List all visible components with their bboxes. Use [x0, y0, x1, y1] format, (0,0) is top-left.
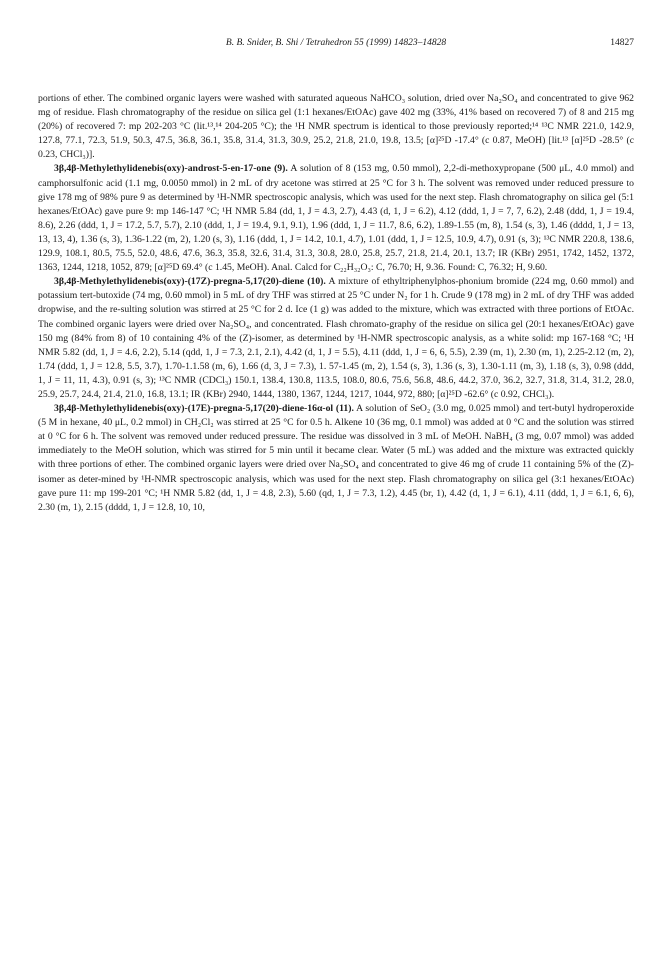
page-number: 14827	[610, 38, 634, 48]
paragraph-compound-10	[38, 275, 634, 402]
compound-heading: 3β,4β-Methylethylidenebis(oxy)-androst-5-en-17-one (9).	[54, 163, 288, 175]
paragraph-text: portions of ether. The combined organic layers were washed with saturated aqueous NaHCO₃ solution, dried over Na₂SO₄ and concentrated to give 962 mg of residue. Flash chromatography of the residue on silica gel (1:1 hexanes/EtOAc) gave 402 mg (33%, 41% based on recovered 7) of 8 and 215 mg (20%) of recovered 7: mp 202-203 °C (lit.¹³,¹⁴ 204-205 °C); the ¹H NMR spectrum is identical to those previously reported;¹⁴ ¹³C NMR 221.0, 142.9, 127.8, 77.1, 72.3, 51.9, 50.3, 47.5, 36.8, 36.1, 35.8, 31.4, 31.3, 30.9, 25.2, 21.8, 21.0, 19.8, 13.5; [α]²⁵D -17.4° (c 0.87, MeOH) [lit.¹³ [α]²⁵D -28.5° (c 0.23, CHCl₃)].	[38, 93, 634, 161]
running-head: B. B. Snider, B. Shi / Tetrahedron 55 (1999) 14823–14828	[225, 38, 447, 48]
compound-heading: 3β,4β-Methylethylidenebis(oxy)-(17E)-pregna-5,17(20)-diene-16α-ol (11).	[54, 403, 354, 415]
paragraph-compound-9	[38, 162, 634, 275]
paragraph-text: A mixture of ethyltriphenylphos-phonium bromide (224 mg, 0.60 mmol) and potassium tert-butoxide (74 mg, 0.60 mmol) in 5 mL of dry THF was stirred at 25 °C under N₂ for 1 h. Crude 9 (178 mg) in 2 mL of dry THF was added dropwise, and the re-sulting solution was stirred at 25 °C for 2 d. Ice (1 g) was added to the mixture, which was extracted with three portions of EtOAc. The combined organic layers were dried over Na₂SO₄, and concentrated. Flash chromato-graphy of the residue on silica gel (20:1 hexanes/EtOAc) gave 150 mg (84% from 8) of 10 containing 4% of the (Z)-isomer, as determined by ¹H-NMR spectroscopic analysis, as a white solid: mp 167-168 °C; ¹H NMR 5.82 (dd, 1, J = 4.6, 2.2), 5.14 (qdd, 1, J = 7.3, 2.1, 2.1), 4.42 (d, 1, J = 5.5), 4.11 (ddd, 1, J = 6, 6, 5.5), 2.39 (m, 1), 2.30 (m, 1), 2.25-2.12 (m, 2), 1.74 (ddd, 1, J = 12.8, 5.5, 3.7), 1.70-1.1.58 (m, 6), 1.66 (d, 3, J = 7.3), 1. 57-1.45 (m, 2), 1.54 (s, 3), 1.36 (s, 3), 1.30-1.11 (m, 3), 1.18 (s, 3), 0.98 (ddd, 1, J = 11, 11, 4.3), 0.91 (s, 3); ¹³C NMR (CDCl₃) 150.1, 138.4, 130.8, 113.5, 108.0, 80.6, 75.6, 56.8, 48.6, 44.2, 37.0, 36.2, 32.7, 31.8, 31.4, 31.2, 28.0, 25.9, 25.7, 24.4, 21.4, 21.0, 16.8, 13.1; IR (KBr) 2940, 1444, 1380, 1367, 1244, 1217, 1044, 972, 880; [α]²⁵D -62.6° (c 0.92, CHCl₃).	[38, 276, 634, 400]
paragraph-compound-11	[38, 402, 634, 515]
paragraph-text: A solution of SeO₂ (3.0 mg, 0.025 mmol) and tert-butyl hydroperoxide (5 M in hexane, 40 μL, 0.2 mmol) in CH₂Cl₂ was stirred at 25 °C for 0.5 h. Alkene 10 (36 mg, 0.1 mmol) was added at 0 °C and the solution was stirred at 0 °C for 6 h. The solvent was removed under reduced pressure. The residue was dissolved in 3 mL of MeOH. NaBH₄ (3 mg, 0.07 mmol) was added immediately to the MeOH solution, which was stirred for 5 min until it became clear. Water (5 mL) was added and the mixture was extracted quickly with three portions of ether. The combined organic layers were dried over Na₂SO₄ and concentrated to give 46 mg of crude 11 containing 5% of the (Z)-isomer as deter-mined by ¹H-NMR spectroscopic analysis, which was used for the next step. Flash chromatography on silica gel (3:1 hexanes/EtOAc) gave pure 11: mp 199-201 °C; ¹H NMR 5.82 (dd, 1, J = 4.8, 2.3), 5.60 (qd, 1, J = 7.3, 1.2), 4.45 (br, 1), 4.42 (d, 1, J = 6.1), 4.11 (ddd, 1, J = 6.1, 6, 6), 2.30 (m, 1), 2.15 (dddd, 1, J = 12.8, 10, 10,	[38, 403, 634, 513]
compound-heading: 3β,4β-Methylethylidenebis(oxy)-(17Z)-pregna-5,17(20)-diene (10).	[54, 276, 326, 288]
paragraph-continued	[38, 92, 634, 162]
paragraph-text: A solution of 8 (153 mg, 0.50 mmol), 2,2-di-methoxypropane (500 μL, 4.0 mmol) and camphorsulfonic acid (1.1 mg, 0.0050 mmol) in 2 mL of dry acetone was stirred at 25 °C for 3 h. The solvent was removed under reduced pressure to give 178 mg of 98% pure 9 as determined by ¹H-NMR spectroscopic analysis, which was used for the next step. Flash chromatography on silica gel (5:1 hexanes/EtOAc) gave pure 9: mp 146-147 °C; ¹H NMR 5.84 (dd, 1, J = 4.3, 2.7), 4.43 (d, 1, J = 6.2), 4.12 (ddd, 1, J = 7, 7, 6.2), 2.48 (ddd, 1, J = 19.4, 8.6), 2.26 (ddd, 1, J = 17.2, 5.7, 5.7), 2.10 (ddd, 1, J = 19.4, 9.1, 9.1), 1.96 (ddd, 1, J = 11.7, 8.6, 6.2), 1.89-1.55 (m, 8), 1.54 (s, 3), 1.46 (dddd, 1, J = 13, 13, 13, 4), 1.36 (s, 3), 1.36-1.22 (m, 2), 1.20 (s, 3), 1.16 (ddd, 1, J = 14.2, 10.1, 4.7), 1.01 (ddd, 1, J = 12.5, 10.9, 4.7), 0.91 (s, 3); ¹³C NMR 220.8, 138.6, 129.9, 108.1, 80.5, 75.5, 52.0, 48.6, 47.6, 36.3, 35.8, 32.6, 31.4, 31.3, 30.8, 28.0, 25.8, 25.7, 21.8, 21.4, 20.1, 13.7; IR (KBr) 2951, 1742, 1452, 1372, 1363, 1244, 1218, 1052, 879; [α]²⁵D 69.4° (c 1.45, MeOH). Anal. Calcd for C₂₂H₃₂O₃: C, 76.70; H, 9.36. Found: C, 76.32; H, 9.60.	[38, 163, 634, 274]
article-body	[38, 92, 634, 515]
page-header	[38, 38, 634, 52]
